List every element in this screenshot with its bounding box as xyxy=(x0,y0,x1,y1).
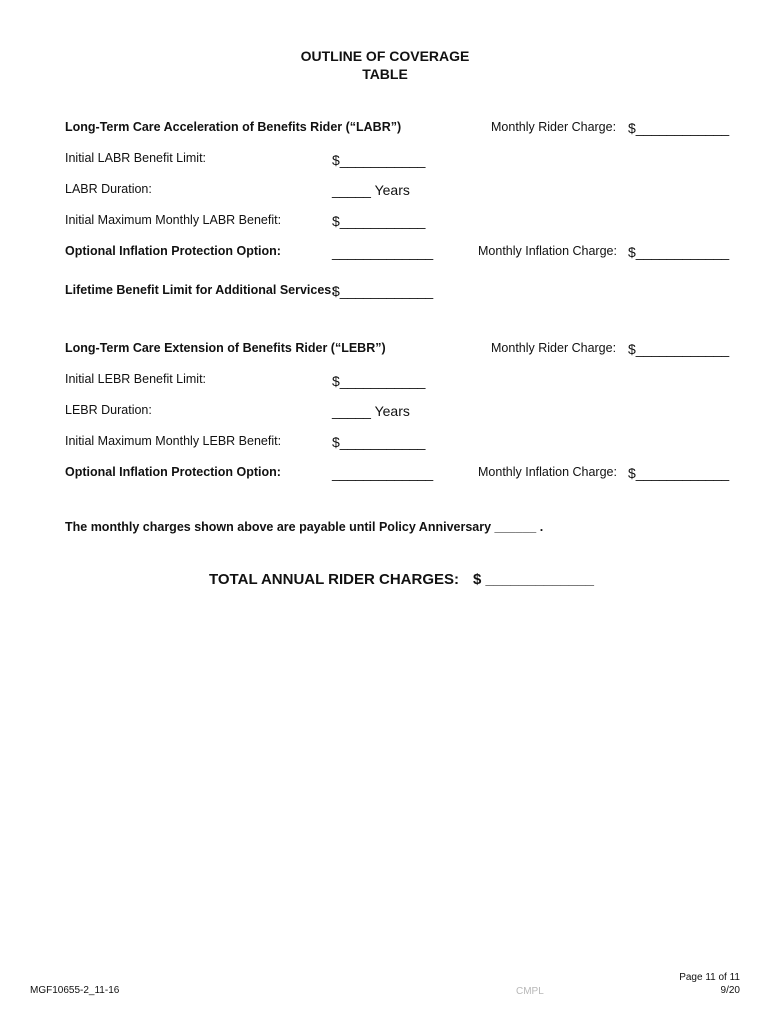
labr-heading: Long-Term Care Acceleration of Benefits Rider (“LABR”) xyxy=(65,120,402,134)
page-number: Page 11 of 11 xyxy=(679,972,740,983)
labr-monthly-rider-charge-label: Monthly Rider Charge: xyxy=(491,120,617,134)
labr-inflation-option-label: Optional Inflation Protection Option: xyxy=(65,244,281,258)
lebr-max-monthly-field[interactable]: $___________ xyxy=(332,434,426,450)
lebr-inflation-option-field[interactable]: _____________ xyxy=(332,465,434,481)
labr-inflation-option-field[interactable]: _____________ xyxy=(332,244,434,260)
labr-initial-limit-label: Initial LABR Benefit Limit: xyxy=(65,151,207,165)
labr-initial-limit-field[interactable]: $___________ xyxy=(332,152,426,168)
document-subtitle: TABLE xyxy=(362,66,408,82)
labr-max-monthly-label: Initial Maximum Monthly LABR Benefit: xyxy=(65,213,282,227)
document-title: OUTLINE OF COVERAGE xyxy=(300,48,470,64)
form-number: MGF10655-2_11-16 xyxy=(30,985,120,996)
labr-inflation-charge-label: Monthly Inflation Charge: xyxy=(478,244,617,258)
total-field[interactable]: $ _____________ xyxy=(473,571,594,588)
lebr-heading: Long-Term Care Extension of Benefits Rider (“LEBR”) xyxy=(65,341,386,355)
labr-lifetime-limit-field[interactable]: $____________ xyxy=(332,283,434,299)
lebr-max-monthly-label: Initial Maximum Monthly LEBR Benefit: xyxy=(65,434,282,448)
lebr-inflation-charge-label: Monthly Inflation Charge: xyxy=(478,465,617,479)
lebr-initial-limit-field[interactable]: $___________ xyxy=(332,373,426,389)
lebr-duration-field[interactable]: _____ Years xyxy=(332,403,410,419)
revision-date: 9/20 xyxy=(720,985,740,996)
labr-duration-label: LABR Duration: xyxy=(65,182,152,196)
labr-max-monthly-field[interactable]: $___________ xyxy=(332,213,426,229)
lebr-duration-label: LEBR Duration: xyxy=(65,403,152,417)
labr-lifetime-limit-label: Lifetime Benefit Limit for Additional Services: xyxy=(65,283,336,297)
labr-duration-field[interactable]: _____ Years xyxy=(332,182,410,198)
lebr-monthly-rider-charge-label: Monthly Rider Charge: xyxy=(491,341,617,355)
lebr-monthly-rider-charge-field[interactable]: $____________ xyxy=(628,341,730,357)
lebr-initial-limit-label: Initial LEBR Benefit Limit: xyxy=(65,372,207,386)
watermark-label: CMPL xyxy=(516,986,544,997)
lebr-inflation-charge-field[interactable]: $____________ xyxy=(628,465,730,481)
total-label: TOTAL ANNUAL RIDER CHARGES: xyxy=(209,571,460,588)
labr-monthly-rider-charge-field[interactable]: $____________ xyxy=(628,120,730,136)
payable-note: The monthly charges shown above are payable until Policy Anniversary ______ . xyxy=(65,520,544,534)
lebr-inflation-option-label: Optional Inflation Protection Option: xyxy=(65,465,281,479)
labr-inflation-charge-field[interactable]: $____________ xyxy=(628,244,730,260)
